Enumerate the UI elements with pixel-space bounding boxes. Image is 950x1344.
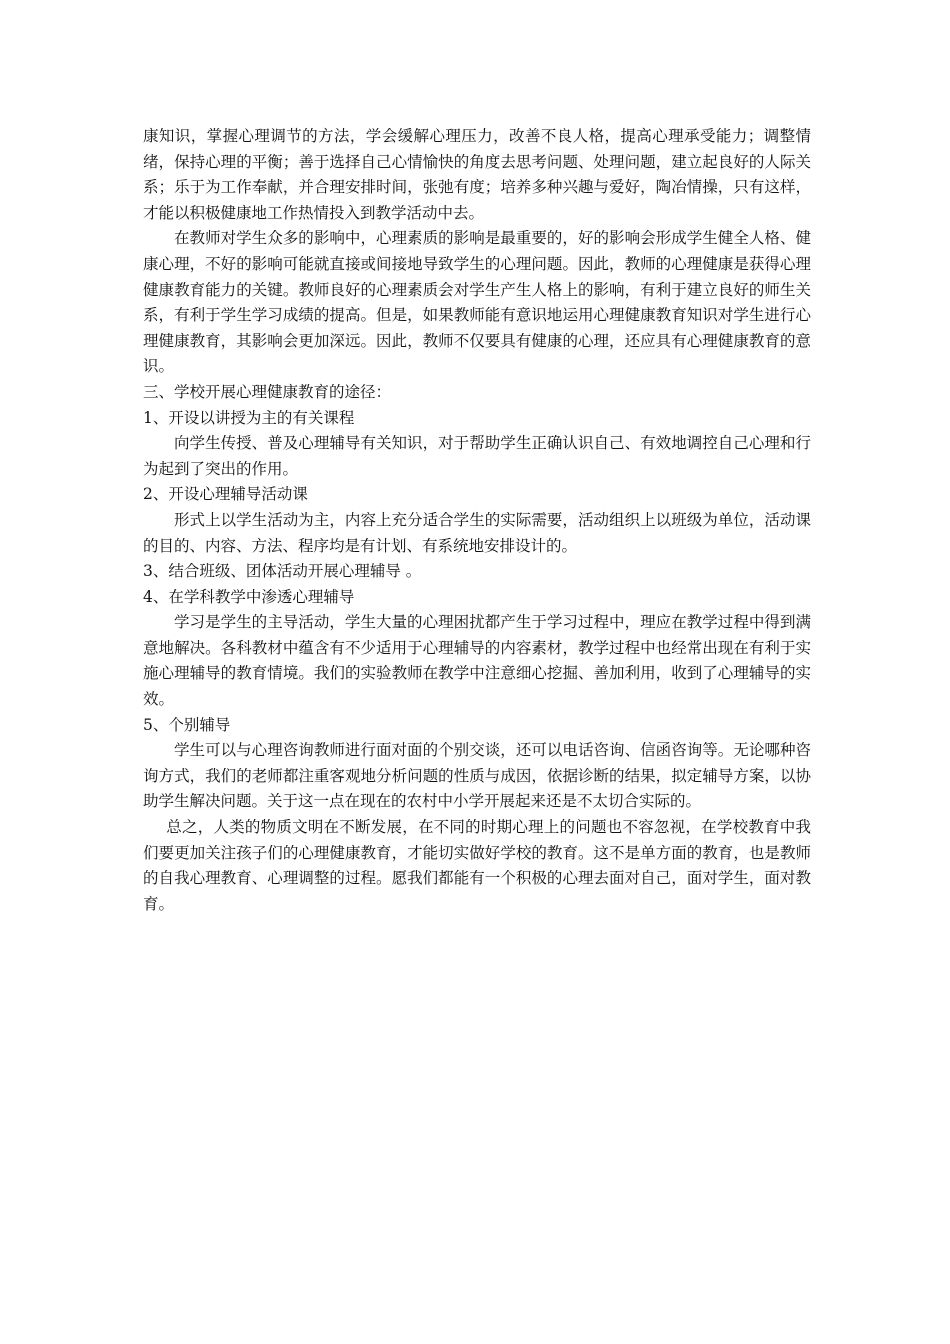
subsection-heading: 1、开设以讲授为主的有关课程: [143, 408, 355, 427]
subsection-heading: 3、结合班级、团体活动开展心理辅导 。: [143, 562, 422, 581]
body-paragraph: 形式上以学生活动为主，内容上充分适合学生的实际需要，活动组织上以班级为单位，活动课的目的、内容、方法、程序均是有计划、有系统地安排设计的。: [143, 510, 811, 555]
conclusion-paragraph: 总之，人类的物质文明在不断发展，在不同的时期心理上的问题也不容忽视，在学校教育中我们要更加关注孩子们的心理健康教育，才能切实做好学校的教育。这不是单方面的教育，也是教师的自我心理教育、心理调整的过程。愿我们都能有一个积极的心理去面对自己，面对学生，面对教育。: [143, 818, 811, 913]
subsection-heading: 5、个别辅导: [143, 715, 231, 734]
body-paragraph: 在教师对学生众多的影响中，心理素质的影响是最重要的，好的影响会形成学生健全人格、健康心理，不好的影响可能就直接或间接地导致学生的心理问题。因此，教师的心理健康是获得心理健康教育能力的关键。教师良好的心理素质会对学生产生人格上的影响，有利于建立良好的师生关系，有利于学生学习成绩的提高。但是，如果教师能有意识地运用心理健康教育知识对学生进行心理健康教育，其影响会更加深远。因此，教师不仅要具有健康的心理，还应具有心理健康教育的意识。: [143, 229, 811, 376]
subsection-heading: 4、在学科教学中渗透心理辅导: [143, 587, 355, 606]
subsection-heading: 2、开设心理辅导活动课: [143, 485, 308, 504]
body-paragraph: 学生可以与心理咨询教师进行面对面的个别交谈，还可以电话咨询、信函咨询等。无论哪种咨询方式，我们的老师都注重客观地分析问题的性质与成因，依据诊断的结果，拟定辅导方案，以协助学生解决问题。关于这一点在现在的农村中小学开展起来还是不太切合实际的。: [143, 741, 811, 811]
document-page: [143, 124, 811, 917]
body-paragraph: 学习是学生的主导活动，学生大量的心理困扰都产生于学习过程中，理应在教学过程中得到满意地解决。各科教材中蕴含有不少适用于心理辅导的内容素材，教学过程中也经常出现在有利于实施心理辅导的教育情境。我们的实验教师在教学中注意细心挖掘、善加利用，收到了心理辅导的实效。: [143, 613, 811, 709]
section-heading: 三、学校开展心理健康教育的途径：: [143, 382, 392, 401]
body-paragraph: 向学生传授、普及心理辅导有关知识，对于帮助学生正确认识自己、有效地调控自己心理和行为起到了突出的作用。: [143, 434, 811, 478]
body-paragraph: 康知识，掌握心理调节的方法，学会缓解心理压力，改善不良人格，提高心理承受能力；调整情绪，保持心理的平衡；善于选择自己心情愉快的角度去思考问题、处理问题，建立起良好的人际关系；乐于为工作奉献，并合理安排时间，张弛有度；培养多种兴趣与爱好，陶冶情操，只有这样，才能以积极健康地工作热情投入到教学活动中去。: [143, 127, 811, 222]
